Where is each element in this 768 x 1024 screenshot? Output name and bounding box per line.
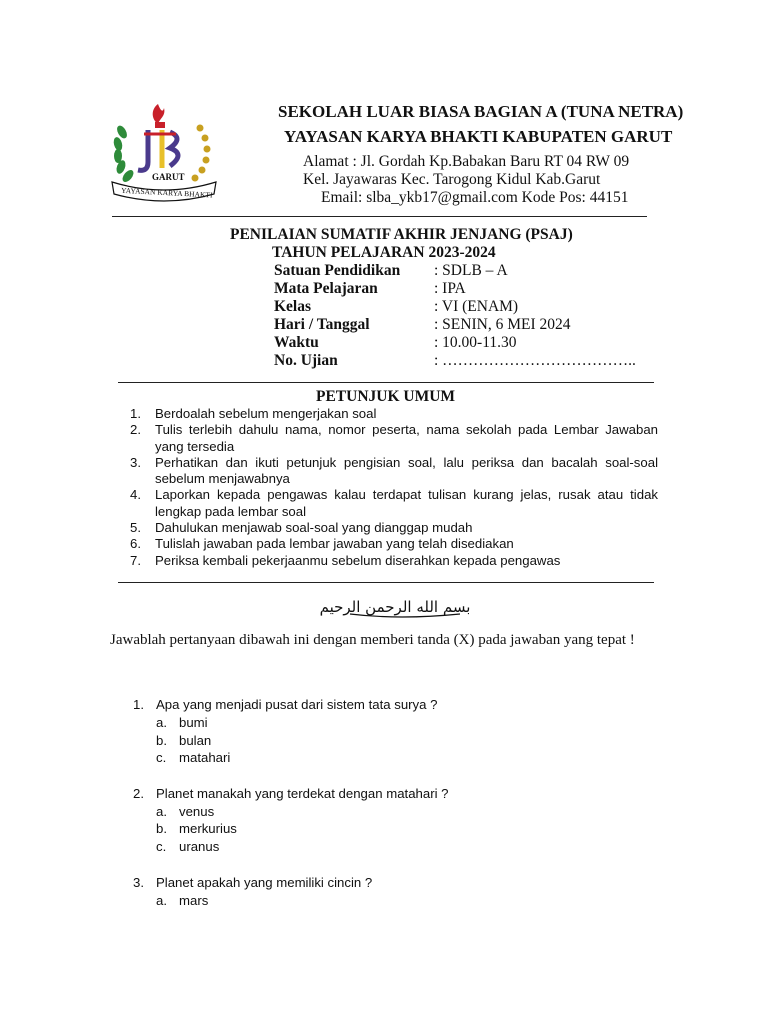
answer-option[interactable] — [133, 749, 653, 767]
bismillah-text: بسم الله الرحمن الرحيم — [319, 598, 471, 616]
address-line-3: Email: slba_ykb17@gmail.com Kode Pos: 44151 — [321, 189, 629, 206]
torch-flame-icon — [153, 104, 165, 124]
list-text: Tulislah jawaban pada lembar jawaban yang telah disediakan — [155, 536, 514, 552]
answer-option[interactable] — [133, 838, 653, 856]
petunjuk-heading: PETUNJUK UMUM — [316, 388, 456, 405]
info-label: Hari / Tanggal — [274, 316, 370, 333]
option-letter: b. — [156, 821, 167, 837]
option-text: bulan — [179, 732, 212, 748]
petunjuk-list — [130, 406, 658, 569]
list-item — [130, 422, 658, 455]
exam-number-field[interactable]: : ……………………………….. — [434, 352, 636, 369]
info-value: : VI (ENAM) — [434, 298, 519, 315]
bismillah-calligraphy-icon — [290, 590, 500, 624]
list-item — [130, 553, 658, 569]
list-number: 1. — [130, 406, 141, 421]
address-line-1: Alamat : Jl. Gordah Kp.Babakan Baru RT 04 RW 09 — [303, 153, 630, 170]
info-label: Waktu — [274, 334, 319, 351]
question-text: Planet apakah yang memiliki cincin ? — [156, 874, 373, 890]
list-text: Tulis terlebih dahulu nama, nomor peserta, nama sekolah pada Lembar Jawaban yang tersedia — [155, 422, 658, 454]
list-item — [130, 487, 658, 520]
info-label: No. Ujian — [274, 352, 338, 369]
logo-banner-text: YAYASAN KARYA BHAKTI — [120, 185, 213, 200]
list-item — [130, 406, 658, 422]
list-text: Dahulukan menjawab soal-soal yang dianggap mudah — [155, 520, 473, 536]
wreath-left-icon — [112, 124, 135, 184]
answer-option[interactable] — [133, 732, 653, 750]
info-value: : IPA — [434, 280, 466, 297]
question-item — [133, 696, 653, 767]
answer-option[interactable] — [133, 820, 653, 838]
option-text: matahari — [179, 750, 231, 766]
question-number: 3. — [133, 874, 144, 890]
question-number: 1. — [133, 697, 144, 712]
list-item — [130, 455, 658, 488]
school-name: SEKOLAH LUAR BIASA BAGIAN A (TUNA NETRA) — [278, 102, 684, 121]
option-letter: a. — [156, 892, 167, 908]
foundation-name: YAYASAN KARYA BHAKTI KABUPATEN GARUT — [284, 127, 673, 146]
question-item — [133, 874, 653, 910]
info-label: Kelas — [274, 298, 312, 315]
list-number: 7. — [130, 552, 141, 568]
wreath-right-icon — [192, 125, 211, 182]
option-text: venus — [179, 803, 215, 819]
option-text: merkurius — [179, 821, 237, 837]
question-item — [133, 785, 653, 856]
list-number: 6. — [130, 536, 141, 552]
option-letter: b. — [156, 732, 167, 748]
question-number: 2. — [133, 785, 144, 801]
option-letter: c. — [156, 838, 167, 854]
option-text: mars — [179, 892, 209, 908]
answer-option[interactable] — [133, 892, 653, 910]
answer-option[interactable] — [133, 714, 653, 732]
list-number: 4. — [130, 487, 141, 503]
header-divider — [112, 216, 647, 217]
list-text: Berdoalah sebelum mengerjakan soal — [155, 406, 377, 421]
list-text: Laporkan kepada pengawas kalau terdapat tulisan kurang jelas, rusak atau tidak lengkap pada lembar soal — [155, 487, 658, 519]
petunjuk-divider — [118, 582, 654, 583]
exam-title: PENILAIAN SUMATIF AKHIR JENJANG (PSAJ) — [230, 226, 573, 243]
question-text: Apa yang menjadi pusat dari sistem tata surya ? — [156, 697, 438, 712]
emblem-letters-icon — [138, 130, 178, 170]
info-value: : 10.00-11.30 — [434, 334, 517, 351]
list-number: 5. — [130, 520, 141, 536]
list-item — [130, 536, 658, 552]
option-letter: a. — [156, 715, 167, 730]
list-item — [130, 520, 658, 536]
info-value: : SDLB – A — [434, 262, 508, 279]
list-text: Perhatikan dan ikuti petunjuk pengisian soal, lalu periksa dan bacalah soal-soal sebelum menjawabnya — [155, 454, 658, 487]
option-text: uranus — [179, 838, 220, 854]
list-number: 2. — [130, 422, 141, 438]
logo-ring-text: GARUT — [152, 172, 185, 182]
answer-option[interactable] — [133, 803, 653, 821]
info-label: Mata Pelajaran — [274, 280, 378, 297]
question-list — [133, 696, 653, 927]
address-line-2: Kel. Jayawaras Kec. Tarogong Kidul Kab.Garut — [303, 171, 601, 188]
info-divider — [118, 382, 654, 383]
option-text: bumi — [179, 715, 208, 730]
info-value: : SENIN, 6 MEI 2024 — [434, 316, 571, 333]
option-letter: a. — [156, 803, 167, 819]
answer-instruction: Jawablah pertanyaan dibawah ini dengan memberi tanda (X) pada jawaban yang tepat ! — [110, 632, 635, 648]
list-number: 3. — [130, 454, 141, 470]
exam-year: TAHUN PELAJARAN 2023-2024 — [272, 244, 496, 261]
school-crest-logo — [108, 100, 220, 204]
option-letter: c. — [156, 750, 167, 766]
question-text: Planet manakah yang terdekat dengan matahari ? — [156, 785, 449, 801]
info-label: Satuan Pendidikan — [274, 262, 401, 279]
list-text: Periksa kembali pekerjaanmu sebelum diserahkan kepada pengawas — [155, 552, 561, 568]
